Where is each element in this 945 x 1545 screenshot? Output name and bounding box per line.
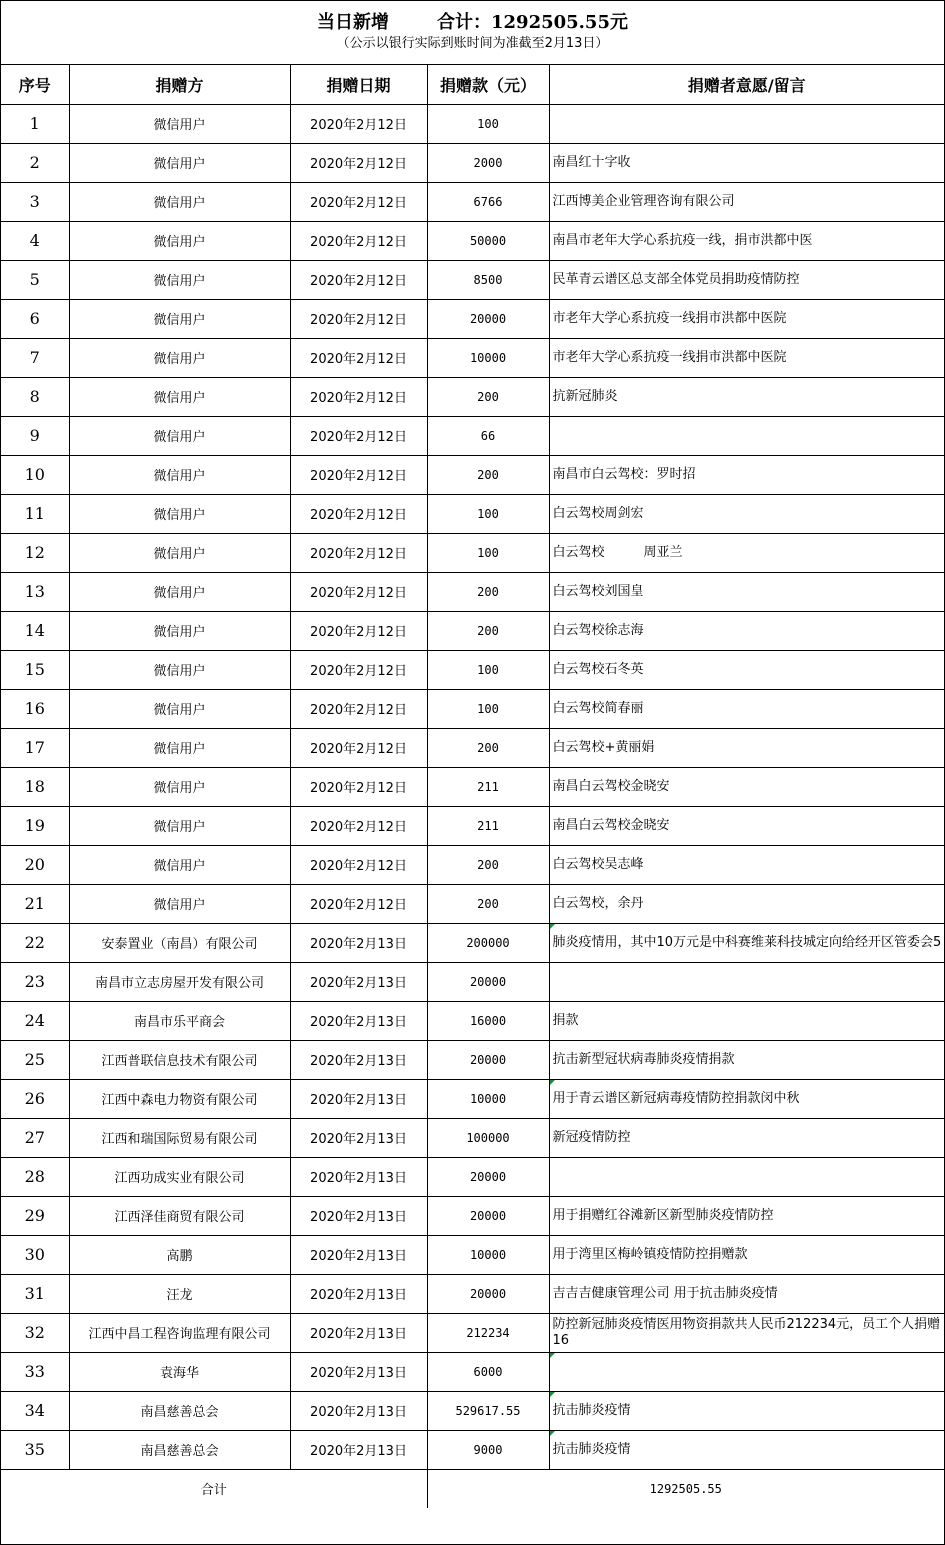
column-header-date: 捐赠日期: [290, 65, 427, 104]
table-row: [1, 1274, 944, 1313]
cell-no: 21: [1, 884, 69, 923]
cell-no: 31: [1, 1274, 69, 1313]
cell-date: 2020年2月13日: [290, 1118, 427, 1157]
cell-no: 33: [1, 1352, 69, 1391]
cell-amount: 212234: [427, 1313, 549, 1352]
table-row: [1, 1157, 944, 1196]
table-row: [1, 845, 944, 884]
cell-date: 2020年2月13日: [290, 1391, 427, 1430]
cell-donor: 微信用户: [69, 299, 290, 338]
cell-donor: 微信用户: [69, 845, 290, 884]
cell-message: 白云驾校+黄丽娟: [549, 728, 944, 767]
cell-donor: 微信用户: [69, 494, 290, 533]
page-title: [1, 11, 944, 35]
cell-no: 12: [1, 533, 69, 572]
cell-no: 26: [1, 1079, 69, 1118]
header-row: [1, 65, 944, 104]
cell-donor: 微信用户: [69, 650, 290, 689]
cell-amount: 20000: [427, 962, 549, 1001]
cell-no: 34: [1, 1391, 69, 1430]
cell-amount: 6000: [427, 1352, 549, 1391]
cell-donor: 微信用户: [69, 533, 290, 572]
cell-date: 2020年2月12日: [290, 416, 427, 455]
column-header-donor: 捐赠方: [69, 65, 290, 104]
cell-message: 白云驾校石冬英: [549, 650, 944, 689]
cell-no: 27: [1, 1118, 69, 1157]
cell-donor: 南昌市乐平商会: [69, 1001, 290, 1040]
cell-no: 10: [1, 455, 69, 494]
table-row: [1, 1352, 944, 1391]
cell-message: 抗击肺炎疫情: [549, 1391, 944, 1430]
cell-no: 22: [1, 923, 69, 962]
cell-no: 30: [1, 1235, 69, 1274]
cell-date: 2020年2月12日: [290, 104, 427, 143]
table-row: [1, 260, 944, 299]
cell-message: 用于青云谱区新冠病毒疫情防控捐款闵中秋: [549, 1079, 944, 1118]
cell-no: 20: [1, 845, 69, 884]
table-row: [1, 494, 944, 533]
cell-donor: 微信用户: [69, 143, 290, 182]
cell-date: 2020年2月12日: [290, 611, 427, 650]
table-row: [1, 767, 944, 806]
cell-amount: 20000: [427, 1157, 549, 1196]
cell-message: 防控新冠肺炎疫情医用物资捐款共人民币212234元，员工个人捐赠16: [549, 1313, 944, 1352]
table-row: [1, 1235, 944, 1274]
cell-date: 2020年2月12日: [290, 767, 427, 806]
cell-donor: 微信用户: [69, 689, 290, 728]
cell-message: 白云驾校徐志海: [549, 611, 944, 650]
cell-donor: 微信用户: [69, 104, 290, 143]
table-row: [1, 377, 944, 416]
cell-amount: 20000: [427, 299, 549, 338]
column-header-amount: 捐赠款（元）: [427, 65, 549, 104]
total-row: [1, 1469, 944, 1508]
cell-donor: 微信用户: [69, 221, 290, 260]
cell-date: 2020年2月13日: [290, 1196, 427, 1235]
cell-date: 2020年2月12日: [290, 338, 427, 377]
cell-date: 2020年2月12日: [290, 689, 427, 728]
cell-message: 白云驾校简春丽: [549, 689, 944, 728]
cell-date: 2020年2月13日: [290, 1157, 427, 1196]
cell-donor: 江西中森电力物资有限公司: [69, 1079, 290, 1118]
cell-date: 2020年2月12日: [290, 299, 427, 338]
cell-no: 5: [1, 260, 69, 299]
cell-no: 25: [1, 1040, 69, 1079]
cell-donor: 微信用户: [69, 611, 290, 650]
cell-date: 2020年2月13日: [290, 1001, 427, 1040]
table-row: [1, 143, 944, 182]
table-row: [1, 962, 944, 1001]
cell-donor: 微信用户: [69, 338, 290, 377]
cell-amount: 16000: [427, 1001, 549, 1040]
cell-no: 2: [1, 143, 69, 182]
cell-donor: 江西中昌工程咨询监理有限公司: [69, 1313, 290, 1352]
table-row: [1, 221, 944, 260]
cell-amount: 6766: [427, 182, 549, 221]
cell-donor: 微信用户: [69, 806, 290, 845]
cell-message: [549, 416, 944, 455]
cell-no: 1: [1, 104, 69, 143]
cell-amount: 10000: [427, 1235, 549, 1274]
cell-no: 35: [1, 1430, 69, 1469]
cell-no: 11: [1, 494, 69, 533]
cell-message: 南昌白云驾校金晓安: [549, 806, 944, 845]
cell-date: 2020年2月13日: [290, 1352, 427, 1391]
cell-amount: 10000: [427, 338, 549, 377]
cell-amount: 8500: [427, 260, 549, 299]
cell-donor: 南昌慈善总会: [69, 1430, 290, 1469]
title-total: 合计：1292505.55元: [437, 12, 628, 33]
cell-no: 15: [1, 650, 69, 689]
cell-message: 白云驾校 周亚兰: [549, 533, 944, 572]
table-row: [1, 1430, 944, 1469]
cell-amount: 100: [427, 650, 549, 689]
cell-donor: 微信用户: [69, 767, 290, 806]
table-row: [1, 299, 944, 338]
donation-table: [1, 65, 944, 1508]
table-row: [1, 455, 944, 494]
cell-message: 抗新冠肺炎: [549, 377, 944, 416]
table-row: [1, 182, 944, 221]
cell-donor: 江西功成实业有限公司: [69, 1157, 290, 1196]
cell-donor: 微信用户: [69, 455, 290, 494]
cell-date: 2020年2月13日: [290, 962, 427, 1001]
cell-no: 23: [1, 962, 69, 1001]
cell-no: 8: [1, 377, 69, 416]
cell-donor: 微信用户: [69, 884, 290, 923]
cell-date: 2020年2月12日: [290, 455, 427, 494]
table-row: [1, 1391, 944, 1430]
cell-message: 白云驾校，余丹: [549, 884, 944, 923]
table-row: [1, 611, 944, 650]
cell-donor: 南昌市立志房屋开发有限公司: [69, 962, 290, 1001]
cell-message: 肺炎疫情用，其中10万元是中科赛维莱科技城定向给经开区管委会5: [549, 923, 944, 962]
table-row: [1, 1001, 944, 1040]
table-row: [1, 1118, 944, 1157]
cell-date: 2020年2月12日: [290, 884, 427, 923]
cell-donor: 微信用户: [69, 260, 290, 299]
cell-date: 2020年2月12日: [290, 572, 427, 611]
cell-message: 南昌市老年大学心系抗疫一线，捐市洪都中医: [549, 221, 944, 260]
cell-amount: 20000: [427, 1196, 549, 1235]
cell-message: [549, 1157, 944, 1196]
cell-donor: 江西和瑞国际贸易有限公司: [69, 1118, 290, 1157]
cell-message: 用于湾里区梅岭镇疫情防控捐赠款: [549, 1235, 944, 1274]
cell-date: 2020年2月12日: [290, 806, 427, 845]
cell-message: 新冠疫情防控: [549, 1118, 944, 1157]
cell-no: 28: [1, 1157, 69, 1196]
cell-no: 18: [1, 767, 69, 806]
cell-date: 2020年2月13日: [290, 1079, 427, 1118]
cell-no: 29: [1, 1196, 69, 1235]
cell-message: 抗击肺炎疫情: [549, 1430, 944, 1469]
cell-date: 2020年2月12日: [290, 143, 427, 182]
cell-message: 捐款: [549, 1001, 944, 1040]
cell-date: 2020年2月13日: [290, 1235, 427, 1274]
cell-amount: 9000: [427, 1430, 549, 1469]
cell-no: 16: [1, 689, 69, 728]
cell-donor: 南昌慈善总会: [69, 1391, 290, 1430]
cell-date: 2020年2月12日: [290, 845, 427, 884]
column-header-no: 序号: [1, 65, 69, 104]
cell-no: 9: [1, 416, 69, 455]
cell-donor: 微信用户: [69, 416, 290, 455]
cell-amount: 100: [427, 689, 549, 728]
cell-amount: 100000: [427, 1118, 549, 1157]
cell-amount: 211: [427, 806, 549, 845]
table-row: [1, 1313, 944, 1352]
cell-donor: 汪龙: [69, 1274, 290, 1313]
cell-donor: 微信用户: [69, 572, 290, 611]
cell-amount: 200: [427, 728, 549, 767]
cell-donor: 江西普联信息技术有限公司: [69, 1040, 290, 1079]
cell-message: 江西博美企业管理咨询有限公司: [549, 182, 944, 221]
table-row: [1, 572, 944, 611]
cell-amount: 100: [427, 533, 549, 572]
cell-message: 市老年大学心系抗疫一线捐市洪都中医院: [549, 299, 944, 338]
cell-amount: 10000: [427, 1079, 549, 1118]
cell-amount: 2000: [427, 143, 549, 182]
cell-no: 13: [1, 572, 69, 611]
table-row: [1, 533, 944, 572]
column-header-message: 捐赠者意愿/留言: [549, 65, 944, 104]
table-row: [1, 1196, 944, 1235]
cell-date: 2020年2月12日: [290, 533, 427, 572]
cell-no: 14: [1, 611, 69, 650]
cell-donor: 袁海华: [69, 1352, 290, 1391]
cell-no: 19: [1, 806, 69, 845]
cell-no: 7: [1, 338, 69, 377]
cell-amount: 50000: [427, 221, 549, 260]
total-amount: 1292505.55: [427, 1469, 944, 1508]
table-row: [1, 338, 944, 377]
table-row: [1, 884, 944, 923]
cell-no: 6: [1, 299, 69, 338]
cell-date: 2020年2月13日: [290, 1040, 427, 1079]
cell-message: 南昌市白云驾校：罗时招: [549, 455, 944, 494]
cell-date: 2020年2月12日: [290, 260, 427, 299]
page-subtitle: （公示以银行实际到账时间为准截至2月13日）: [336, 36, 609, 51]
cell-no: 32: [1, 1313, 69, 1352]
cell-no: 17: [1, 728, 69, 767]
table-row: [1, 689, 944, 728]
cell-donor: 微信用户: [69, 377, 290, 416]
cell-message: 抗击新型冠状病毒肺炎疫情捐款: [549, 1040, 944, 1079]
cell-date: 2020年2月13日: [290, 1274, 427, 1313]
table-row: [1, 923, 944, 962]
cell-amount: 20000: [427, 1040, 549, 1079]
cell-amount: 200: [427, 884, 549, 923]
cell-message: 用于捐赠红谷滩新区新型肺炎疫情防控: [549, 1196, 944, 1235]
cell-amount: 100: [427, 104, 549, 143]
table-row: [1, 104, 944, 143]
cell-donor: 微信用户: [69, 182, 290, 221]
total-label: 合计: [1, 1469, 427, 1508]
cell-date: 2020年2月12日: [290, 494, 427, 533]
table-row: [1, 1040, 944, 1079]
cell-no: 3: [1, 182, 69, 221]
cell-message: [549, 1352, 944, 1391]
cell-amount: 66: [427, 416, 549, 455]
table-body: [1, 104, 944, 1469]
cell-message: 南昌白云驾校金晓安: [549, 767, 944, 806]
cell-message: [549, 962, 944, 1001]
title-left: 当日新增: [317, 12, 389, 33]
table-row: [1, 728, 944, 767]
cell-amount: 200: [427, 455, 549, 494]
table-row: [1, 806, 944, 845]
cell-donor: 安泰置业（南昌）有限公司: [69, 923, 290, 962]
cell-date: 2020年2月12日: [290, 650, 427, 689]
cell-message: [549, 104, 944, 143]
cell-donor: 高鹏: [69, 1235, 290, 1274]
table-row: [1, 650, 944, 689]
cell-date: 2020年2月13日: [290, 1430, 427, 1469]
cell-amount: 20000: [427, 1274, 549, 1313]
cell-amount: 200: [427, 572, 549, 611]
cell-message: 民革青云谱区总支部全体党员捐助疫情防控: [549, 260, 944, 299]
cell-amount: 100: [427, 494, 549, 533]
cell-date: 2020年2月12日: [290, 182, 427, 221]
cell-date: 2020年2月13日: [290, 923, 427, 962]
cell-message: 白云驾校周剑宏: [549, 494, 944, 533]
cell-donor: 江西泽佳商贸有限公司: [69, 1196, 290, 1235]
cell-message: 白云驾校刘国皇: [549, 572, 944, 611]
cell-date: 2020年2月12日: [290, 728, 427, 767]
cell-message: 市老年大学心系抗疫一线捐市洪都中医院: [549, 338, 944, 377]
cell-amount: 200: [427, 377, 549, 416]
cell-amount: 200000: [427, 923, 549, 962]
cell-message: 南昌红十字收: [549, 143, 944, 182]
cell-donor: 微信用户: [69, 728, 290, 767]
cell-date: 2020年2月13日: [290, 1313, 427, 1352]
title-block: [1, 1, 944, 65]
cell-amount: 200: [427, 611, 549, 650]
cell-date: 2020年2月12日: [290, 377, 427, 416]
cell-message: 白云驾校吴志峰: [549, 845, 944, 884]
cell-amount: 211: [427, 767, 549, 806]
cell-message: 吉吉吉健康管理公司 用于抗击肺炎疫情: [549, 1274, 944, 1313]
cell-date: 2020年2月12日: [290, 221, 427, 260]
cell-no: 24: [1, 1001, 69, 1040]
cell-amount: 529617.55: [427, 1391, 549, 1430]
table-row: [1, 416, 944, 455]
cell-amount: 200: [427, 845, 549, 884]
cell-no: 4: [1, 221, 69, 260]
table-row: [1, 1079, 944, 1118]
